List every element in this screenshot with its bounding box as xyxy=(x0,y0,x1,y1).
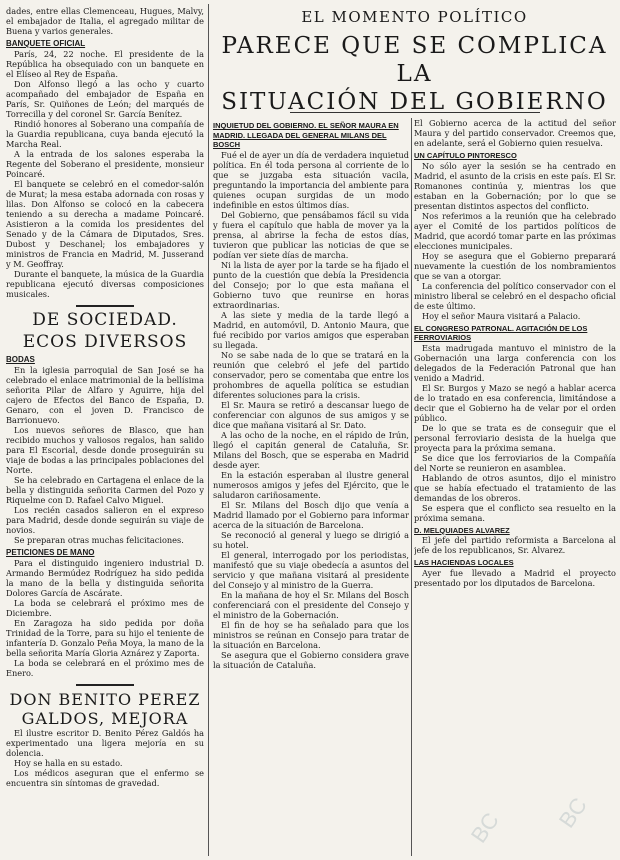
paragraph: En Zaragoza ha sido pedida por doña Trinidad de la Torre, para su hijo el teniente de infantería D. Gonzalo Peña Moya, la mano de la bella señorita María Gloria Aznárez y Zaporta. xyxy=(6,618,204,658)
paragraph: La boda se celebrará el próximo mes de Diciembre. xyxy=(6,598,204,618)
headline-line-1: PARECE QUE SE COMPLICA LA xyxy=(221,33,608,87)
paragraph: Esta madrugada mantuvo el ministro de la Gobernación una larga conferencia con los delegados de la Federación Patronal que han venido a Madrid. xyxy=(414,342,616,383)
watermark-seal: BC xyxy=(465,808,504,848)
paragraph: A las ocho de la noche, en el rápido de Irún, llegó el capitán general de Cataluña, Sr. Milans del Bosch, que se esperaba en Madrid desde ayer. xyxy=(213,429,409,470)
paragraph: El ilustre escritor D. Benito Pérez Galdós ha experimentado una ligera mejoría en su dolencia. xyxy=(6,728,204,758)
paragraph: El Sr. Maura se retiró a descansar luego de conferenciar con algunos de sus amigos y se dice que mañana visitará al Sr. Dato. xyxy=(213,399,409,430)
congreso-heading: EL CONGRESO PATRONAL. AGITACIÓN DE LOS FERROVIARIOS xyxy=(414,323,588,342)
intro-paragraph: dades, entre ellas Clemenceau, Hugues, Malvy, el embajador de Italia, el agregado militar de Buena y varios generales. xyxy=(6,6,204,36)
paragraph: Se asegura que el Gobierno considera grave la situación de Cataluña. xyxy=(213,649,409,670)
paragraph: A la entrada de los salones esperaba la Regente del Soberano el presidente, monsieur Poincaré. xyxy=(6,149,204,179)
banquete-heading: BANQUETE OFICIAL xyxy=(6,39,86,48)
paragraph: Se dice que los ferroviarios de la Compañía del Norte se reunieron en asamblea. xyxy=(414,452,616,473)
right-column xyxy=(414,118,616,856)
paragraph: Hablando de otros asuntos, dijo el ministro que se había efectuado el tratamiento de las demandas de los obreros. xyxy=(414,472,616,503)
column-rule xyxy=(208,4,209,856)
paragraph: En la iglesia parroquial de San José se ha celebrado el enlace matrimonial de la bellísima señorita Pilar de Alfaro y Aguirre, hija del cajero de Efectos del Banco de España, D. Genaro, con el joven D. Francisco de Barrionuevo. xyxy=(6,365,204,425)
galdos-title: DON BENITO PEREZ GALDOS, MEJORA xyxy=(9,690,201,728)
paragraph: Durante el banquete, la música de la Guardia republicana ejecutó diversas composiciones musicales. xyxy=(6,269,204,299)
paragraph: Para el distinguido ingeniero industrial D. Armando Bermúdez Rodríguez ha sido pedida la mano de la bella y distinguida señorita Dolores García de Ascárate. xyxy=(6,558,204,598)
peticiones-heading: PETICIONES DE MANO xyxy=(6,548,95,557)
paragraph: Se ha celebrado en Cartagena el enlace de la bella y distinguida señorita Carmen del Pozo y Riquelme con D. Rafael Calvo Miguel. xyxy=(6,475,204,505)
paragraph: El general, interrogado por los periodistas, manifestó que su viaje obedecía a asuntos del servicio y que mañana visitará al presidente del Consejo y al ministro de la Guerra. xyxy=(213,549,409,590)
sociedad-title: DE SOCIEDAD. xyxy=(32,310,178,330)
paragraph: Ayer fue llevado a Madrid el proyecto presentado por los diputados de Barcelona. xyxy=(414,567,616,588)
paragraph: Don Alfonso llegó a las ocho y cuarto acompañado del embajador de España en París, Sr. Quiñones de León; del marqués de Torrecilla y del coronel Sr. García Benítez. xyxy=(6,79,204,119)
paragraph: El jefe del partido reformista a Barcelona al jefe de los republicanos, Sr. Alvarez. xyxy=(414,535,616,555)
melquiades-heading: D. MELQUIADES ALVAREZ xyxy=(414,525,510,535)
middle-column xyxy=(213,118,409,856)
ornament-divider xyxy=(6,681,204,687)
paragraph: El Sr. Milans del Bosch dijo que venía a Madrid llamado por el Gobierno para informar acerca de la situación de Barcelona. xyxy=(213,499,409,530)
paragraph: Se reconoció al general y luego se dirigió a su hotel. xyxy=(213,529,409,550)
paragraph: A las siete y media de la tarde llegó a Madrid, en automóvil, D. Antonio Maura, que fué recibido por varios amigos que esperaban su llegada. xyxy=(213,309,409,350)
paragraph: Ni la lista de ayer por la tarde se ha fijado el punto de la cuestión que debía la Presidencia del Consejo; por lo que esta mañana el Gobierno tuvo que reunirse en horas extraordinarias. xyxy=(213,259,409,310)
column-rule xyxy=(411,118,412,856)
paragraph: De lo que se trata es de conseguir que el personal ferroviario desista de la huelga que proyecta para la próxima semana. xyxy=(414,422,616,453)
paragraph: No se sabe nada de lo que se tratará en la reunión que celebró el jefe del partido conservador, pero se comentaba que entre los prohombres de aquella política se estudian diferentes soluciones para la crisis. xyxy=(213,349,409,400)
paragraph: En la estación esperaban al ilustre general numerosos amigos y jefes del Ejército, que le saludaron cariñosamente. xyxy=(213,469,409,500)
paragraph: La conferencia del político conservador con el ministro liberal se celebró en el despacho oficial de este último. xyxy=(414,280,616,311)
paragraph: En la mañana de hoy el Sr. Milans del Bosch conferenciará con el presidente del Consejo y el ministro de la Gobernación. xyxy=(213,589,409,620)
paragraph: París, 24, 22 noche. El presidente de la República ha obsequiado con un banquete en el Elíseo al Rey de España. xyxy=(6,49,204,79)
paragraph: La boda se celebrará en el próximo mes de Enero. xyxy=(6,658,204,678)
paragraph: El Gobierno acerca de la actitud del señor Maura y del partido conservador. Creemos que, en adelante, será el Gobierno quien resuelva. xyxy=(414,118,616,148)
headline-rule xyxy=(290,112,540,113)
left-column xyxy=(6,6,204,788)
capitulo-heading: UN CAPÍTULO PINTORESCO xyxy=(414,151,517,160)
paragraph: Hoy se asegura que el Gobierno preparará nuevamente la cuestión de los nombramientos que se van a otorgar. xyxy=(414,250,616,281)
paragraph: El banquete se celebró en el comedor-salón de Murat; la mesa estaba adornada con rosas y lilas. Don Alfonso se colocó en la cabecera teniendo a su derecha a madame Poincaré. Asistieron a la comida los presidentes del Senado y de la Cámara de Diputados, Sres. Dubost y Deschanel; los embajadores y ministros de Francia en Madrid, M. Jusserand y M. Geoffray. xyxy=(6,179,204,269)
paragraph: Los nuevos señores de Blasco, que han recibido muchos y valiosos regalos, han salido para El Escorial, desde donde proseguirán su viaje de bodas a las principales poblaciones del Norte. xyxy=(6,425,204,475)
paragraph: Los médicos aseguran que el enfermo se encuentra sin síntomas de gravedad. xyxy=(6,768,204,788)
paragraph: Hoy el señor Maura visitará a Palacio. xyxy=(422,310,581,321)
ecos-title: ECOS DIVERSOS xyxy=(22,332,188,352)
paragraph: El Sr. Burgos y Mazo se negó a hablar acerca de lo tratado en esa conferencia, limitándose a decir que el Gobierno ha de velar por el orden público. xyxy=(414,382,616,423)
paragraph: No sólo ayer la sesión se ha centrado en Madrid, el asunto de la crisis en este país. El Sr. Romanones continúa y, mientras los que estaban en la Gobernación; por lo que se presentan distintos aspectos del conflicto. xyxy=(414,160,616,211)
paragraph: Rindió honores al Soberano una compañía de la Guardia republicana, cuya banda ejecutó la Marcha Real. xyxy=(6,119,204,149)
paragraph: Los recién casados salieron en el expreso para Madrid, desde donde seguirán su viaje de novios. xyxy=(6,505,204,535)
headline xyxy=(213,32,616,116)
watermark-seal: BC xyxy=(553,793,592,833)
paragraph: Hoy se halla en su estado. xyxy=(14,758,123,768)
bodas-heading: BODAS xyxy=(6,355,35,364)
haciendas-heading: LAS HACIENDAS LOCALES xyxy=(414,558,514,567)
middle-heading: INQUIETUD DEL GOBIERNO. EL SEÑOR MAURA EN MADRID. LLEGADA DEL GENERAL MILANS DEL BOSCH xyxy=(213,121,399,149)
paragraph: El fin de hoy se ha señalado para que los ministros se reúnan en Consejo para tratar de la situación en Barcelona. xyxy=(213,619,409,650)
paragraph: Fué el de ayer un día de verdadera inquietud política. En él toda persona al corriente de lo que se juzgaba esta situación vacila, preguntando la importancia del ambiente para quienes ocupan surgidas de un modo indefinible en estos últimos días. xyxy=(213,149,409,210)
paragraph: Se preparan otras muchas felicitaciones. xyxy=(14,535,184,545)
paragraph: Nos referimos a la reunión que ha celebrado ayer el Comité de los partidos políticos de Madrid, que acordó tomar parte en las próximas elecciones municipales. xyxy=(414,210,616,251)
headline-line-2: SITUACIÓN DEL GOBIERNO xyxy=(221,89,608,115)
paragraph: Se espera que el conflicto sea resuelto en la próxima semana. xyxy=(414,502,616,523)
paragraph: Del Gobierno, que pensábamos fácil su vida y fuera el capítulo que habla de mover ya la prensa, al abrirse la fecha de estos días, tuvieron que publicar las noticias de que se podían ver siete días de marcha. xyxy=(213,209,409,260)
section-kicker: EL MOMENTO POLÍTICO xyxy=(301,8,528,26)
ornament-divider xyxy=(6,302,204,308)
